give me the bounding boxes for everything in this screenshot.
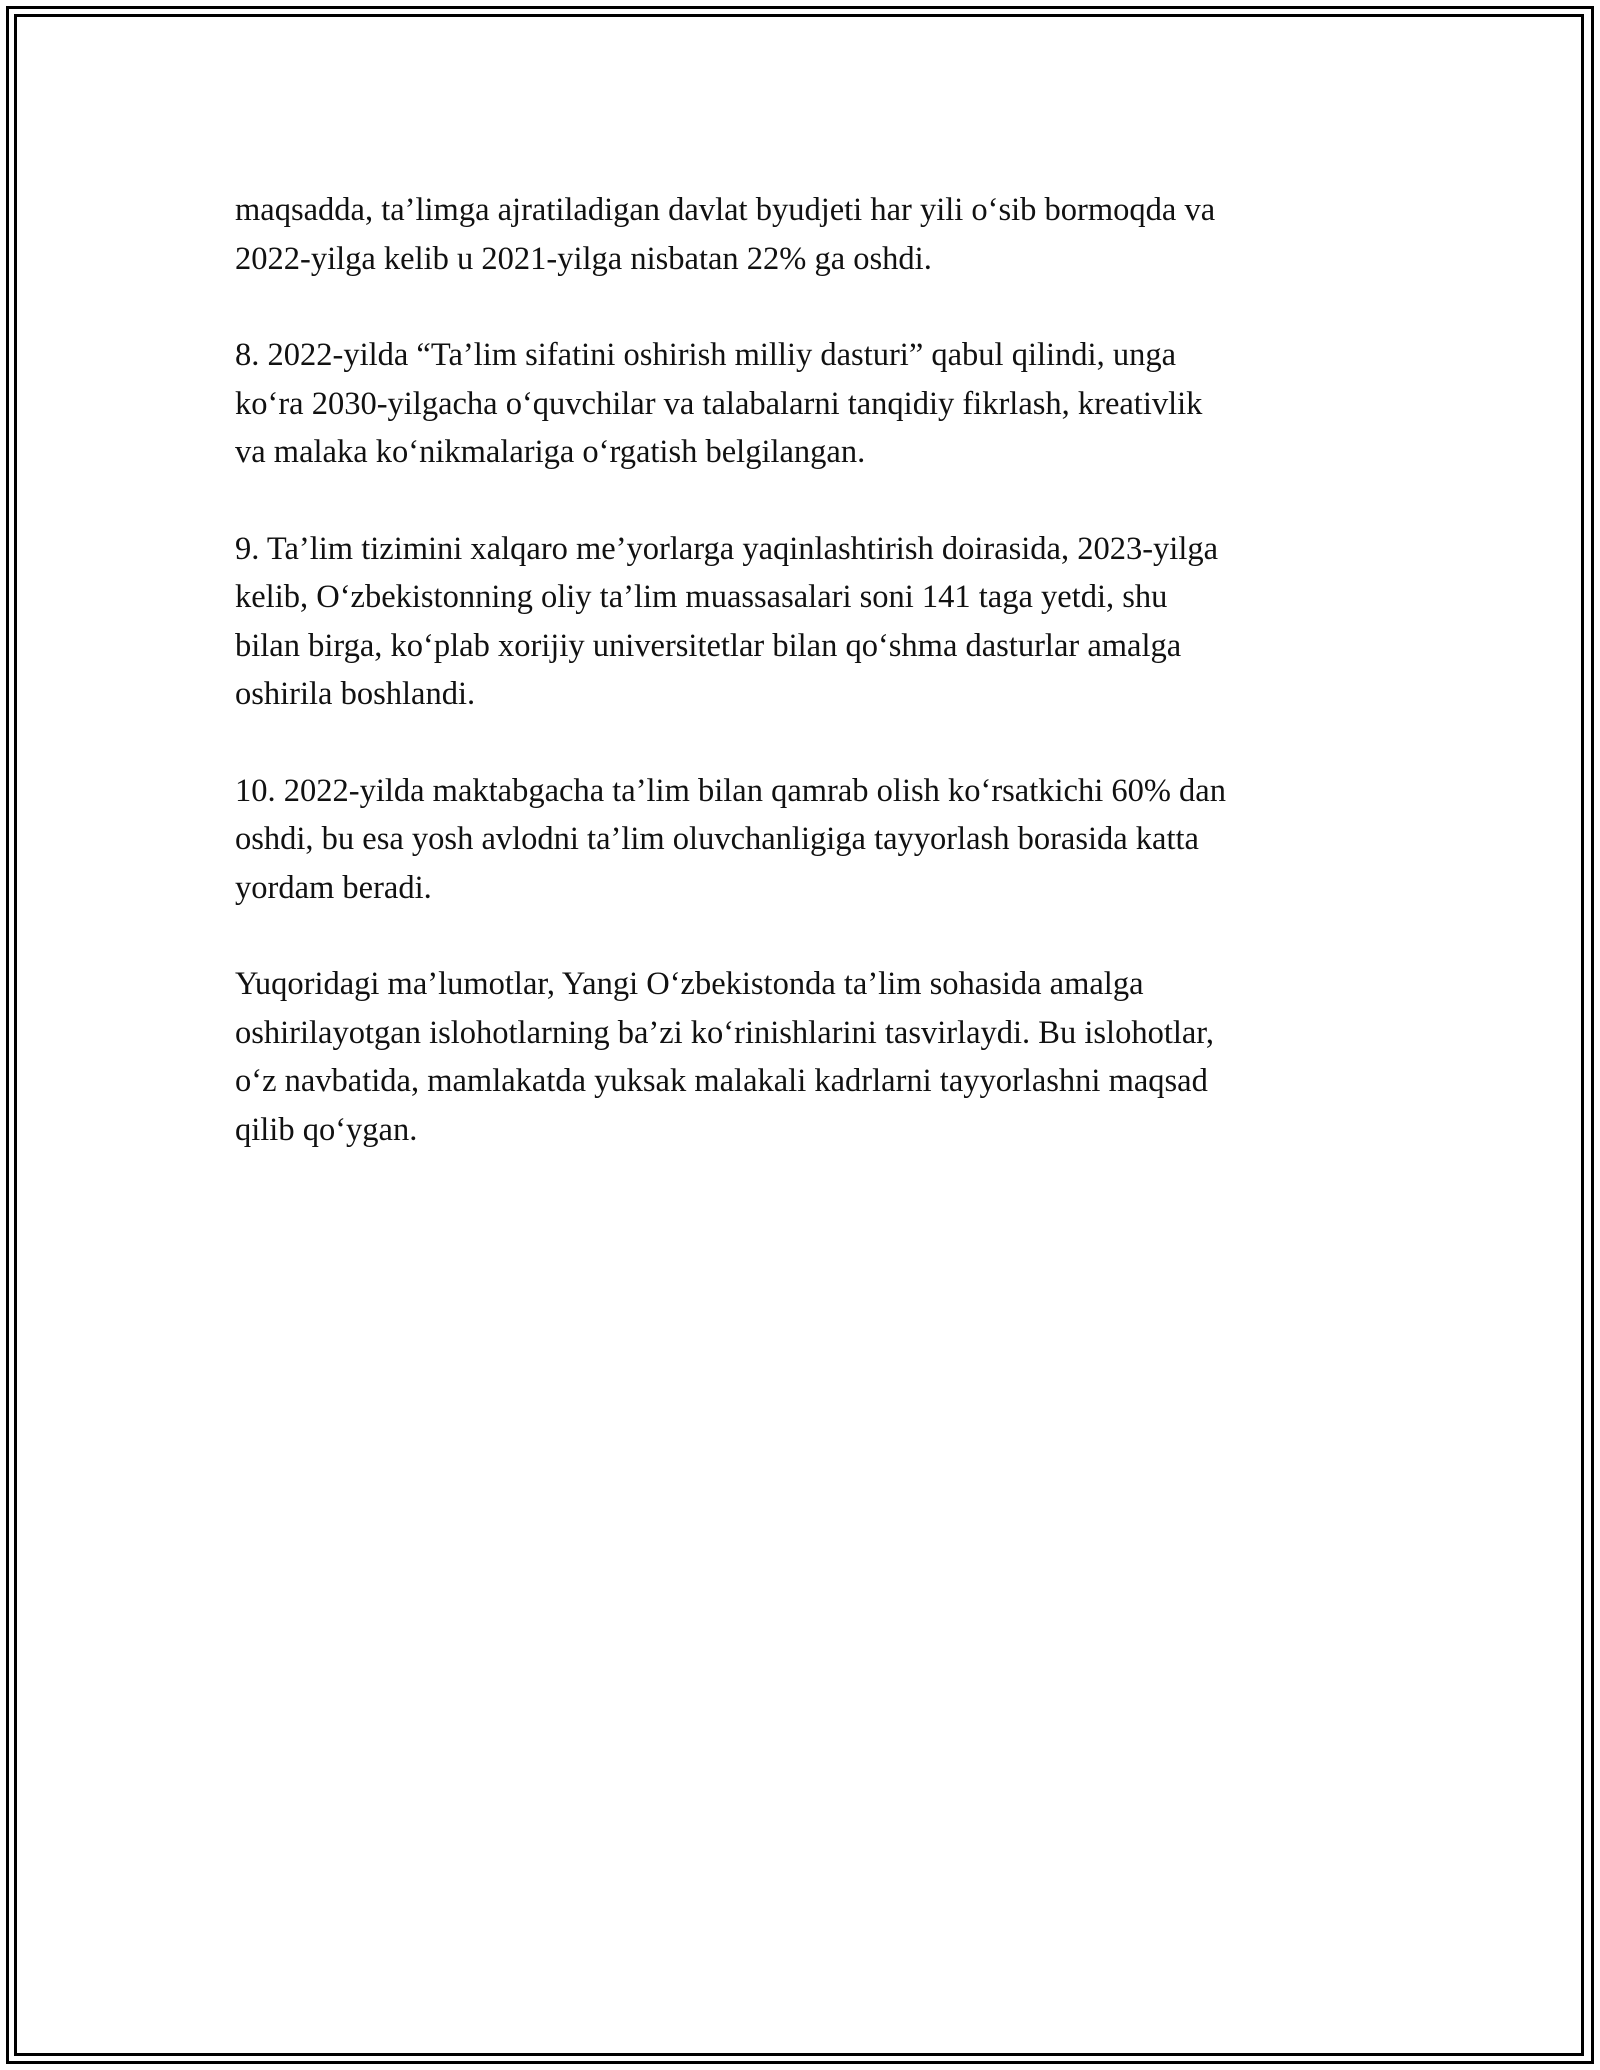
paragraph-item-8: 8. 2022-yilda “Ta’lim sifatini oshirish milliy dasturi” qabul qilindi, unga ko‘ra 2030-yilgacha o‘quvchilar va talabalarni tanqidiy fikrlash, kreativlik va malaka ko‘nikmalariga o‘rgatish belgilangan.	[235, 337, 1203, 470]
paragraph-item-10: 10. 2022-yilda maktabgacha ta’lim bilan qamrab olish ko‘rsatkichi 60% dan oshdi, bu esa yosh avlodni ta’lim oluvchanligiga tayyorlash borasida katta yordam beradi.	[235, 772, 1226, 906]
paragraph-conclusion: Yuqoridagi ma’lumotlar, Yangi O‘zbekistonda ta’lim sohasida amalga oshirilayotgan islohotlarning ba’zi ko‘rinishlarini tasvirlaydi. Bu islohotlar, o‘z navbatida, mamlakatda yuksak malakali kadrlarni tayyorlashni maqsad qilib qo‘ygan.	[235, 966, 1214, 1148]
document-body	[235, 186, 1365, 1202]
paragraph-budget-continuation: maqsadda, ta’limga ajratiladigan davlat byudjeti har yili o‘sib bormoqda va 2022-yilga kelib u 2021-yilga nisbatan 22% ga oshdi.	[235, 192, 1216, 277]
paragraph-item-9: 9. Ta’lim tizimini xalqaro me’yorlarga yaqinlashtirish doirasida, 2023-yilga kelib, O‘zbekistonning oliy ta’lim muassasalari soni 141 taga yetdi, shu bilan birga, ko‘plab xorijiy universitetlar bilan qo‘shma dasturlar amalga oshirila boshlandi.	[235, 530, 1219, 712]
